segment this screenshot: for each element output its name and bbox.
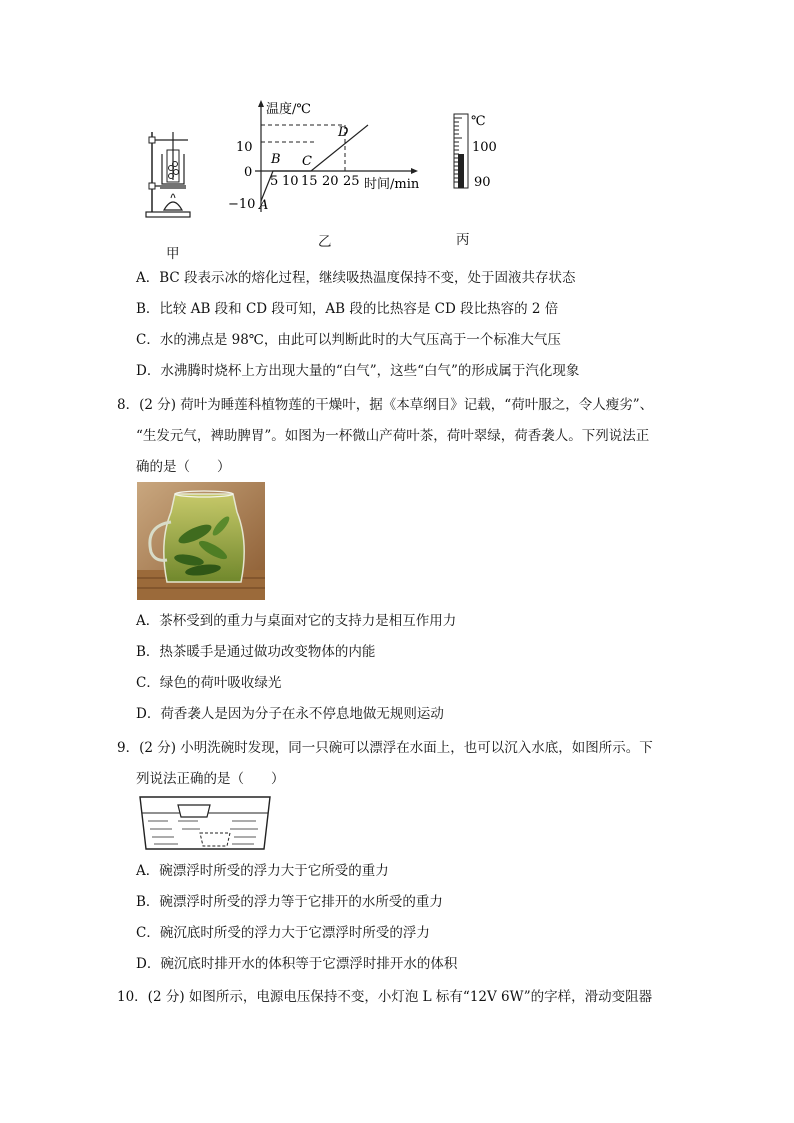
graph-x-axis-label: 时间/min — [364, 177, 420, 192]
graph-point-b: B — [271, 152, 281, 167]
q7-option-d: D．水沸腾时烧杯上方出现大量的“白气”，这些“白气”的形成属于汽化现象 — [136, 363, 580, 379]
q7-option-b: B．比较 AB 段和 CD 段可知，AB 段的比热容是 CD 段比热容的 2 倍 — [136, 301, 559, 317]
q9-option-c: C．碗沉底时所受的浮力大于它漂浮时所受的浮力 — [136, 925, 430, 941]
thermometer-mark-100: 100 — [472, 140, 497, 155]
q8-stem-line-1: 8．(2 分) 荷叶为睡莲科植物莲的干燥叶，据《本草纲目》记载，“荷叶服之，令人瘦劣”、 — [117, 397, 654, 413]
q8-option-d: D．荷香袭人是因为分子在永不停息地做无规则运动 — [136, 706, 444, 722]
graph-y-tick: 0 — [244, 165, 253, 180]
thermometer-unit: ℃ — [471, 114, 486, 129]
q9-stem-line-2: 列说法正确的是（ ） — [136, 771, 285, 787]
figure-label-bing: 丙 — [456, 232, 470, 248]
graph-x-tick: 25 — [343, 174, 360, 189]
q7-option-c: C．水的沸点是 98℃，由此可以判断此时的大气压高于一个标准大气压 — [136, 332, 561, 348]
figure-label-yi: 乙 — [318, 234, 332, 250]
graph-y-tick: 10 — [236, 140, 253, 155]
graph-x-tick: 10 — [282, 174, 299, 189]
apparatus-figure — [140, 128, 195, 220]
figure-label-jia: 甲 — [166, 246, 180, 262]
q7-option-a: A．BC 段表示冰的熔化过程，继续吸热温度保持不变，处于固液共存状态 — [136, 270, 576, 286]
thermometer-figure — [446, 110, 506, 192]
floating-bowl-figure — [138, 795, 272, 851]
thermometer-mark-90: 90 — [474, 175, 491, 190]
lotus-leaf-tea-photo — [137, 482, 265, 600]
q9-option-d: D．碗沉底时排开水的体积等于它漂浮时排开水的体积 — [136, 956, 458, 972]
q9-stem-line-1: 9．(2 分) 小明洗碗时发现，同一只碗可以漂浮在水面上，也可以沉入水底，如图所示。下 — [117, 740, 653, 756]
q8-option-b: B．热茶暖手是通过做功改变物体的内能 — [136, 644, 376, 660]
q8-stem-line-3: 确的是（ ） — [136, 459, 231, 475]
graph-y-tick: −10 — [228, 197, 256, 212]
q9-option-b: B．碗漂浮时所受的浮力等于它排开的水所受的重力 — [136, 894, 443, 910]
graph-point-a: A — [259, 198, 269, 213]
q10-stem-line-1: 10．(2 分) 如图所示，电源电压保持不变，小灯泡 L 标有“12V 6W”的字样，滑动变阻器 — [117, 989, 653, 1005]
graph-x-tick: 15 — [301, 174, 318, 189]
q9-option-a: A．碗漂浮时所受的浮力大于它所受的重力 — [136, 863, 389, 879]
q8-stem-line-2: “生发元气，裨助脾胃”。如图为一杯微山产荷叶茶，荷叶翠绿，荷香袭人。下列说法正 — [136, 428, 650, 444]
graph-x-tick: 5 — [270, 174, 279, 189]
graph-y-axis-label: 温度/℃ — [266, 102, 311, 117]
graph-point-c: C — [302, 154, 312, 169]
temperature-graph — [228, 96, 438, 218]
q8-option-a: A．茶杯受到的重力与桌面对它的支持力是相互作用力 — [136, 613, 457, 629]
q8-option-c: C．绿色的荷叶吸收绿光 — [136, 675, 282, 691]
graph-point-d: D — [338, 125, 349, 140]
graph-x-tick: 20 — [322, 174, 339, 189]
